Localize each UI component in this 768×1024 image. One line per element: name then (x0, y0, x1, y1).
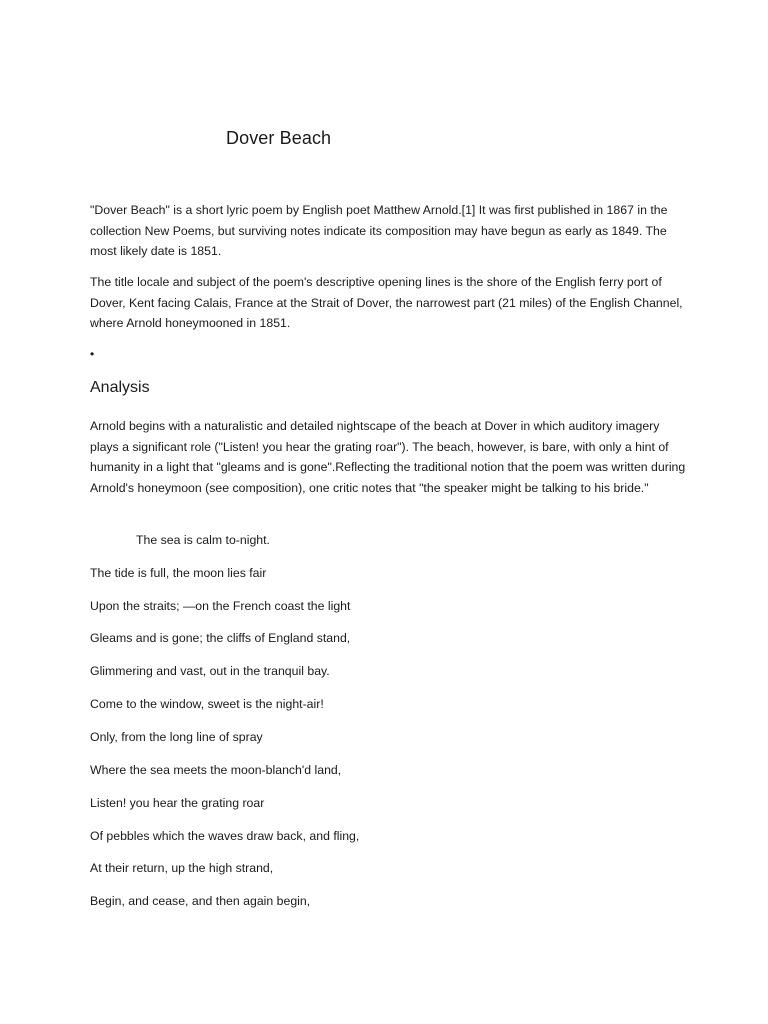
poem-line-8: Where the sea meets the moon-blanch'd land, (90, 763, 342, 777)
analysis-paragraph: Arnold begins with a naturalistic and detailed nightscape of the beach at Dover in which auditory imagery plays a significant role ("Listen! you hear the grating roar"). The beach, however, is bare, with only a hint of humanity in a light that "gleams and is gone".Reflecting the traditional notion that the poem was written during Arnold's honeymoon (see composition), one critic notes that "the speaker might be talking to his bride." (90, 419, 686, 495)
intro-paragraph-2: The title locale and subject of the poem's descriptive opening lines is the shore of the English ferry port of Dover, Kent facing Calais, France at the Strait of Dover, the narrowest part (21 miles) of the English Channel, where Arnold honeymooned in 1851. (90, 275, 683, 330)
poem-line-6: Come to the window, sweet is the night-air! (90, 697, 324, 711)
bullet-point: • (90, 347, 95, 361)
poem-line-3: Upon the straits; —on the French coast the light (90, 599, 351, 613)
poem-line-7: Only, from the long line of spray (90, 730, 263, 744)
poem-line-4: Gleams and is gone; the cliffs of England stand, (90, 631, 351, 645)
poem-line-11: At their return, up the high strand, (90, 861, 274, 875)
poem-line-12: Begin, and cease, and then again begin, (90, 894, 311, 908)
poem-line-1: The sea is calm to-night. (136, 533, 270, 547)
poem-line-5: Glimmering and vast, out in the tranquil bay. (90, 664, 330, 678)
intro-paragraph-1: "Dover Beach" is a short lyric poem by English poet Matthew Arnold.[1] It was first published in 1867 in the collection New Poems, but surviving notes indicate its composition may have begun as early as 1849. The most likely date is 1851. (90, 203, 668, 258)
poem-line-9: Listen! you hear the grating roar (90, 796, 265, 810)
analysis-heading: Analysis (90, 379, 150, 396)
poem-line-2: The tide is full, the moon lies fair (90, 566, 267, 580)
document-title: Dover Beach (226, 128, 332, 148)
poem-line-10: Of pebbles which the waves draw back, and fling, (90, 829, 360, 843)
